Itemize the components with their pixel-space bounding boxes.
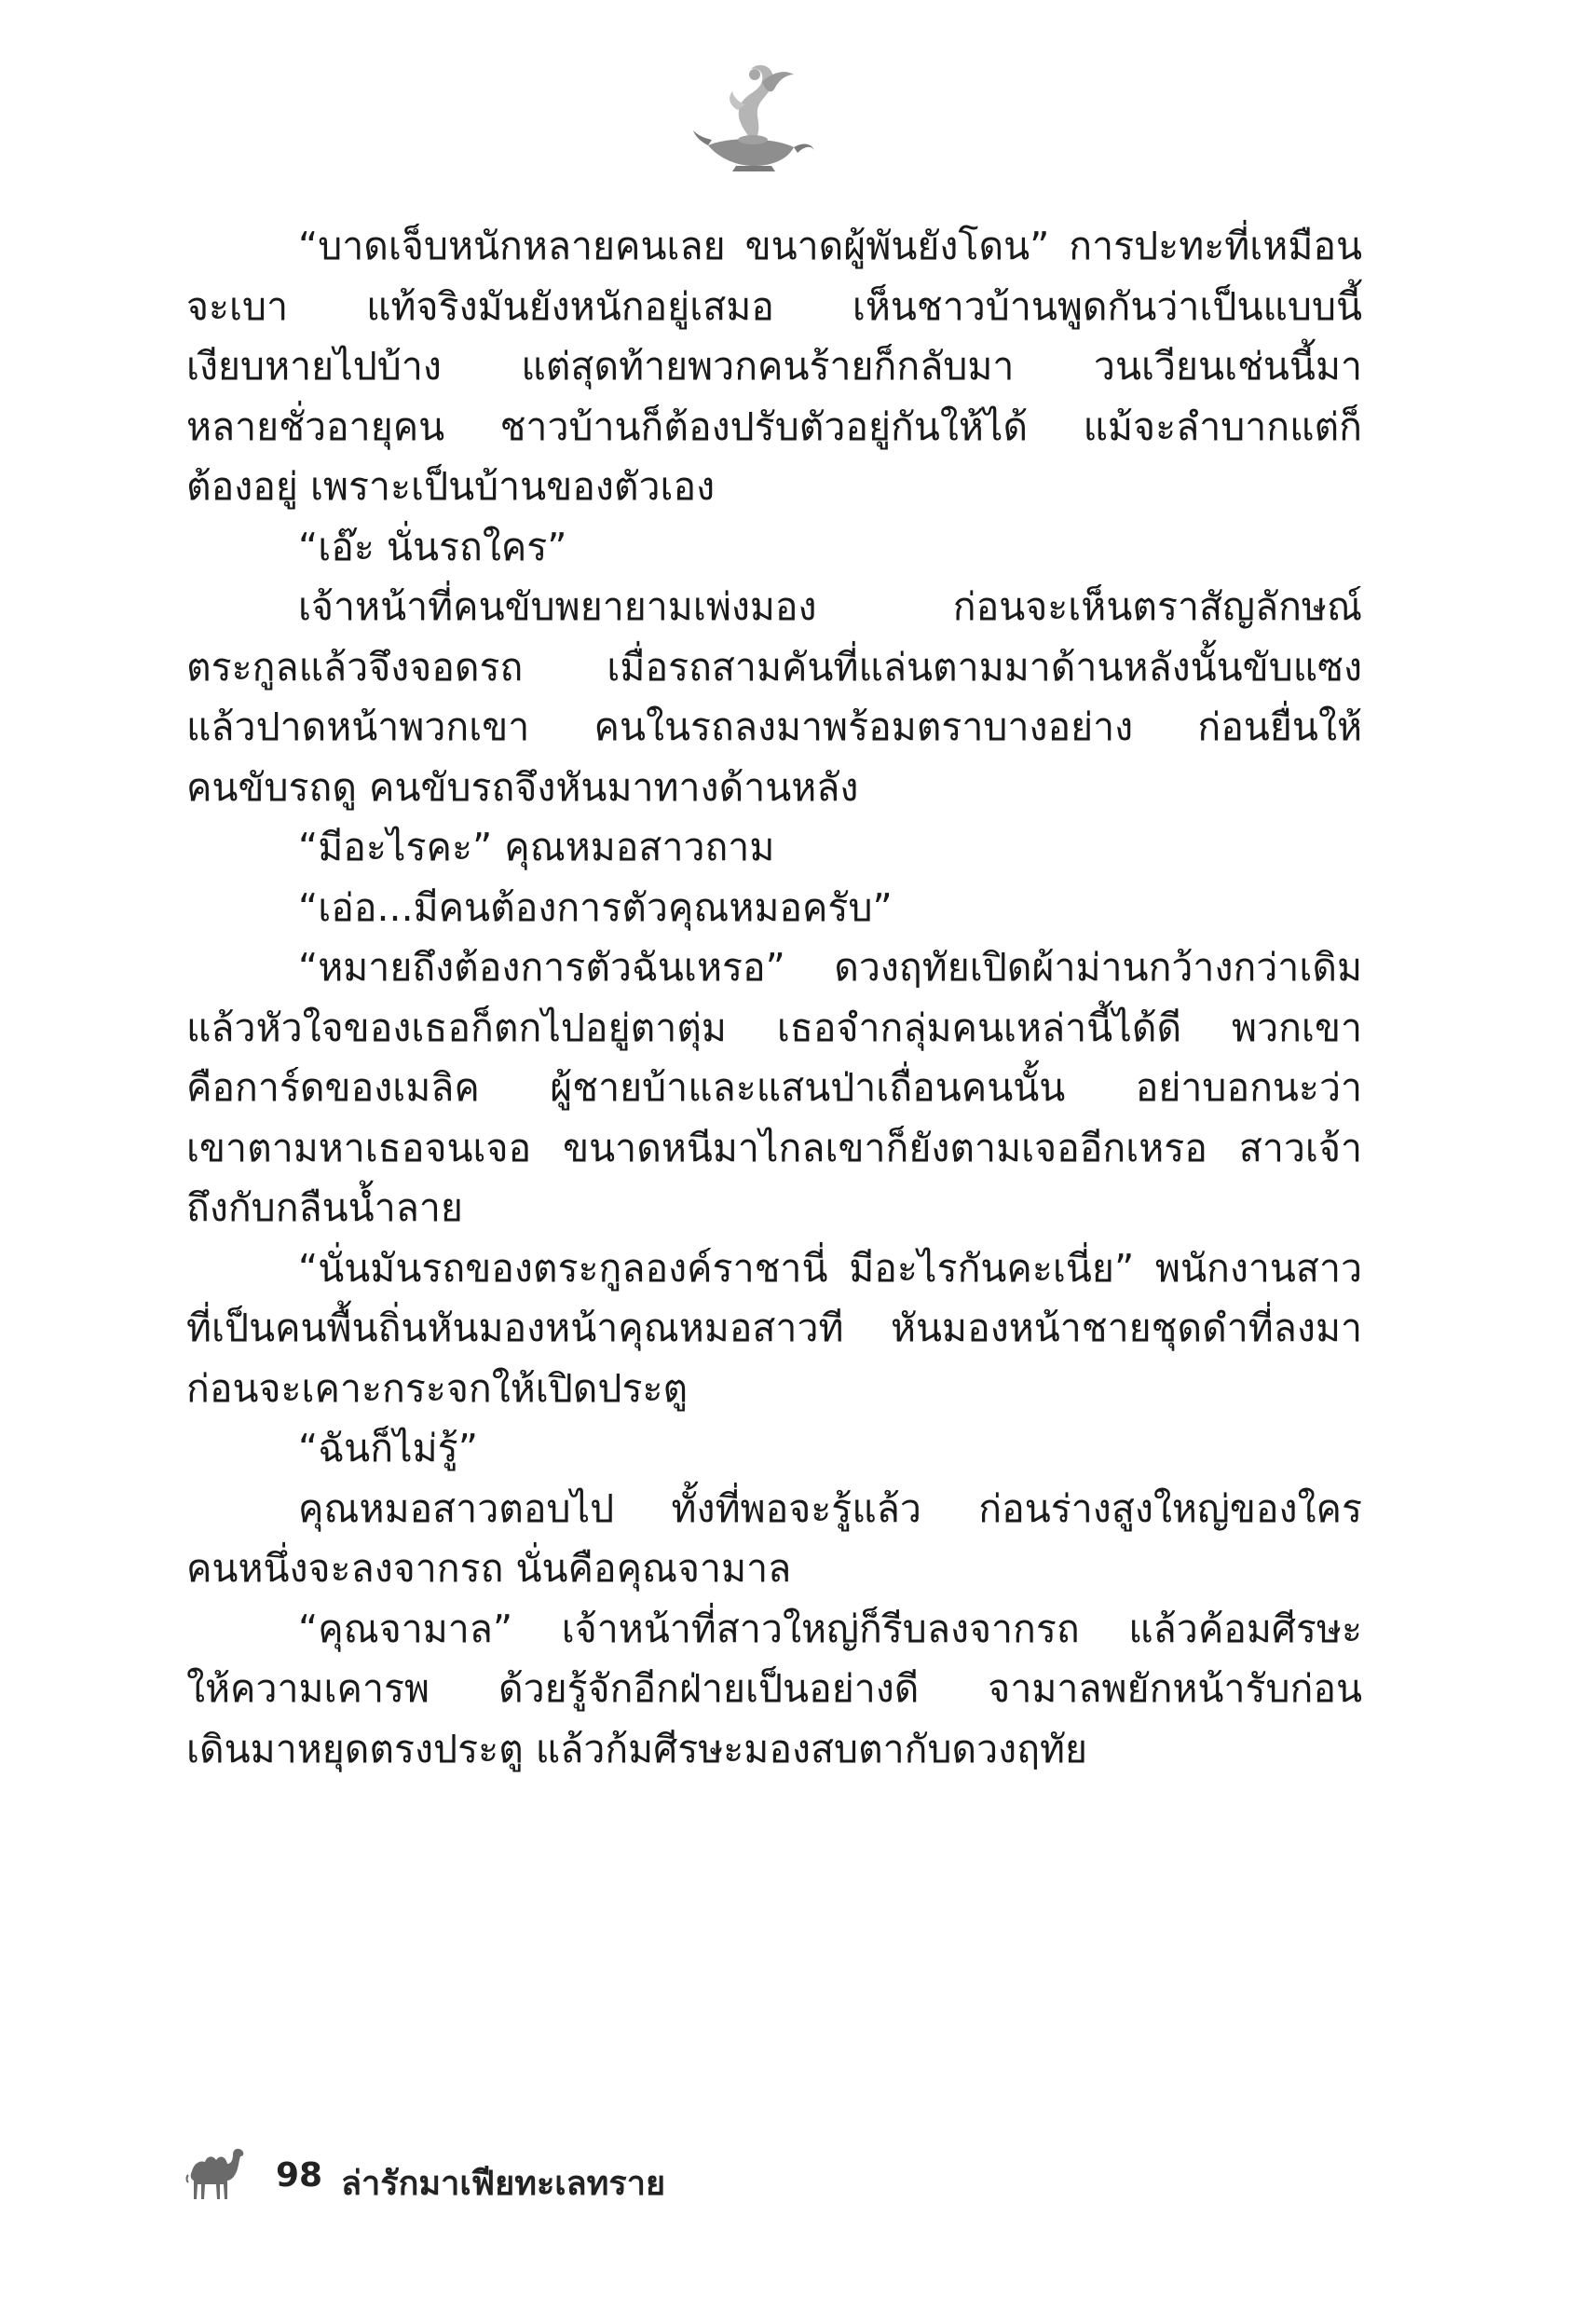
page-number: 98 bbox=[276, 2156, 323, 2195]
text-line: ถึงกับกลืนน้ำลาย bbox=[186, 1185, 463, 1230]
body-text bbox=[186, 216, 1362, 1779]
text-line: หลายชั่วอายุคน ชาวบ้านก็ต้องปรับตัวอยู่กันให้ได้ แม้จะลำบากแต่ก็ bbox=[186, 403, 1362, 449]
text-line: แล้วปาดหน้าพวกเขา คนในรถลงมาพร้อมตราบางอย่าง ก่อนยื่นให้ bbox=[186, 704, 1362, 749]
page-footer bbox=[183, 2143, 928, 2208]
text-line: “ฉันก็ไม่รู้” bbox=[298, 1426, 478, 1470]
genie-lamp-icon bbox=[689, 54, 820, 175]
text-line: “มีอะไรคะ” คุณหมอสาวถาม bbox=[298, 825, 775, 869]
text-line: “เอ่อ...มีคนต้องการตัวคุณหมอครับ” bbox=[298, 884, 893, 930]
text-line: คือการ์ดของเมลิค ผู้ชายบ้าและแสนป่าเถื่อนคนนั้น อย่าบอกนะว่า bbox=[186, 1065, 1362, 1110]
text-line: “เอ๊ะ นั่นรถใคร” bbox=[298, 524, 567, 569]
text-line: เดินมาหยุดตรงประตู แล้วก้มศีรษะมองสบตากับดวงฤทัย bbox=[186, 1726, 1088, 1771]
text-line: ต้องอยู่ เพราะเป็นบ้านของตัวเอง bbox=[186, 464, 716, 509]
text-line: จะเบา แท้จริงมันยังหนักอยู่เสมอ เห็นชาวบ้านพูดกันว่าเป็นแบบนี้ bbox=[186, 283, 1362, 329]
text-line: คุณหมอสาวตอบไป ทั้งที่พอจะรู้แล้ว ก่อนร่างสูงใหญ่ของใคร bbox=[298, 1485, 1362, 1531]
camel-icon bbox=[183, 2143, 250, 2203]
text-line: คนขับรถดู คนขับรถจึงหันมาทางด้านหลัง bbox=[186, 764, 859, 810]
text-line: “คุณจามาล” เจ้าหน้าที่สาวใหญ่ก็รีบลงจากรถ แล้วค้อมศีรษะ bbox=[298, 1606, 1362, 1651]
book-title: ล่ารักมาเฟียทะเลทราย bbox=[341, 2165, 666, 2203]
text-line: ก่อนจะเคาะกระจกให้เปิดประตู bbox=[186, 1365, 689, 1411]
text-line: ที่เป็นคนพื้นถิ่นหันมองหน้าคุณหมอสาวที หันมองหน้าชายชุดดำที่ลงมา bbox=[186, 1306, 1362, 1350]
text-line: แล้วหัวใจของเธอก็ตกไปอยู่ตาตุ่ม เธอจำกลุ่มคนเหล่านี้ได้ดี พวกเขา bbox=[186, 1005, 1362, 1050]
text-line: เขาตามหาเธอจนเจอ ขนาดหนีมาไกลเขาก็ยังตามเจออีกเหรอ สาวเจ้า bbox=[186, 1125, 1362, 1170]
text-line: ตระกูลแล้วจึงจอดรถ เมื่อรถสามคันที่แล่นตามมาด้านหลังนั้นขับแซง bbox=[186, 644, 1362, 690]
text-line: เงียบหายไปบ้าง แต่สุดท้ายพวกคนร้ายก็กลับมา วนเวียนเช่นนี้มา bbox=[186, 344, 1362, 389]
text-line: เจ้าหน้าที่คนขับพยายามเพ่งมอง ก่อนจะเห็นตราสัญลักษณ์ bbox=[298, 584, 1362, 629]
text-line: คนหนึ่งจะลงจากรถ นั่นคือคุณจามาล bbox=[186, 1546, 792, 1591]
text-line: “หมายถึงต้องการตัวฉันเหรอ” ดวงฤทัยเปิดผ้าม่านกว้างกว่าเดิม bbox=[298, 945, 1362, 990]
text-line: “นั่นมันรถของตระกูลองค์ราชานี่ มีอะไรกันคะเนี่ย” พนักงานสาว bbox=[298, 1245, 1362, 1291]
text-line: “บาดเจ็บหนักหลายคนเลย ขนาดผู้พันยังโดน” การปะทะที่เหมือน bbox=[298, 224, 1362, 268]
text-line: ให้ความเคารพ ด้วยรู้จักอีกฝ่ายเป็นอย่างดี จามาลพยักหน้ารับก่อน bbox=[186, 1666, 1362, 1711]
